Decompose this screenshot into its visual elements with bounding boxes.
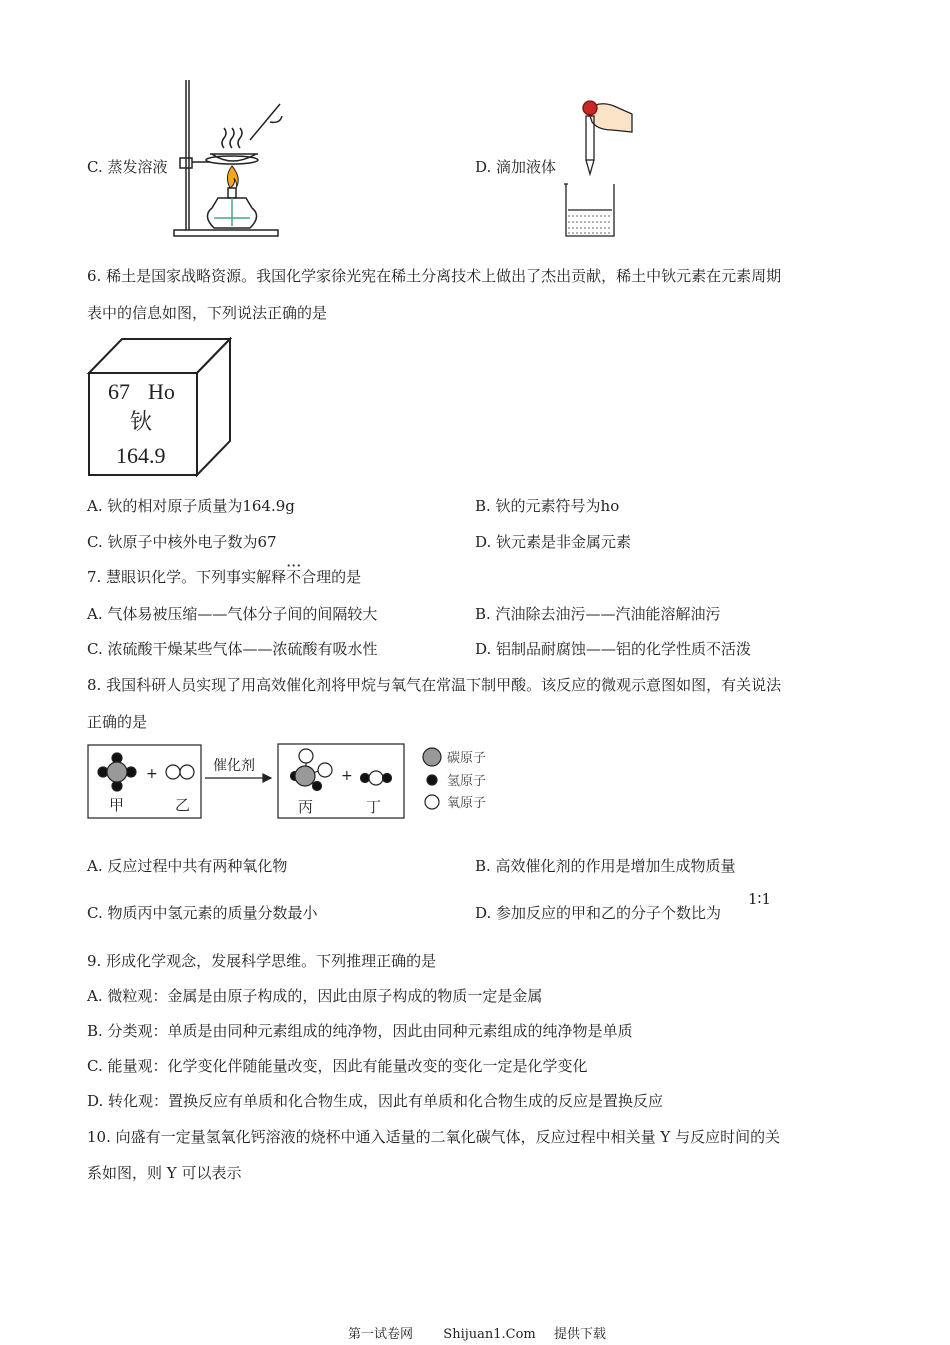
- q6-option-a: A. 钬的相对原子质量为164.9g: [87, 497, 295, 515]
- element-tile-holmium: [86, 335, 236, 480]
- element-atomic-number: 67: [108, 379, 130, 404]
- q7-option-a: A. 气体易被压缩——气体分子间的间隔较大: [87, 605, 378, 623]
- footer: [348, 1325, 606, 1345]
- dropper-apparatus-illustration: [558, 96, 638, 241]
- footer-site-cn: 第一试卷网: [348, 1327, 414, 1342]
- q7-stem: [87, 567, 361, 587]
- q10-stem-line1: 10. 向盛有一定量氢氧化钙溶液的烧杯中通入适量的二氧化碳气体，反应过程中相关量 Y 与反应时间的关: [87, 1128, 781, 1146]
- reaction-micro-diagram: [87, 740, 507, 822]
- q8-stem-line1: 8. 我国科研人员实现了用高效催化剂将甲烷与氧气在常温下制甲酸。该反应的微观示意图如图，有关说法: [87, 676, 782, 694]
- label-jia: 甲: [109, 796, 125, 814]
- q5-option-c: C. 蒸发溶液: [87, 158, 168, 176]
- q9-stem: 9. 形成化学观念，发展科学思维。下列推理正确的是: [87, 952, 437, 970]
- q6-stem-line1: 6. 稀土是国家战略资源。我国化学家徐光宪在稀土分离技术上做出了杰出贡献，稀土中钬元素在元素周期: [87, 267, 782, 285]
- q7-stem-pre: 7. 慧眼识化学。下列事实解释: [87, 568, 287, 586]
- legend-carbon: 碳原子: [447, 751, 487, 766]
- q8-option-b: B. 高效催化剂的作用是增加生成物质量: [475, 857, 736, 875]
- legend-oxygen: 氧原子: [447, 796, 487, 811]
- label-bing: 丙: [298, 798, 314, 816]
- label-ding: 丁: [366, 798, 382, 816]
- q6-option-d: D. 钬元素是非金属元素: [475, 533, 632, 551]
- element-name: 钬: [130, 410, 153, 435]
- q6-option-c: C. 钬原子中核外电子数为67: [87, 533, 277, 551]
- q7-option-c: C. 浓硫酸干燥某些气体——浓硫酸有吸水性: [87, 640, 378, 658]
- legend-hydrogen: 氢原子: [447, 774, 487, 789]
- element-atomic-mass: 164.9: [116, 443, 166, 468]
- q7-option-b: B. 汽油除去油污——汽油能溶解油污: [475, 605, 721, 623]
- q7-option-d: D. 铝制品耐腐蚀——铝的化学性质不活泼: [475, 640, 752, 658]
- q8-option-a: A. 反应过程中共有两种氧化物: [87, 857, 288, 875]
- q9-option-d: D. 转化观：置换反应有单质和化合物生成，因此有单质和化合物生成的反应是置换反应: [87, 1092, 664, 1110]
- footer-download: 提供下载: [554, 1327, 607, 1342]
- catalyst-label: 催化剂: [213, 758, 255, 774]
- q10-stem-line2: 系如图，则 Y 可以表示: [87, 1164, 242, 1182]
- q8-stem-line2: 正确的是: [87, 713, 148, 731]
- element-symbol: Ho: [148, 379, 175, 404]
- q8-option-d: D. 参加反应的甲和乙的分子个数比为: [475, 904, 722, 922]
- q9-option-a: A. 微粒观：金属是由原子构成的，因此由原子构成的物质一定是金属: [87, 987, 543, 1005]
- label-yi: 乙: [175, 796, 191, 814]
- footer-site-en[interactable]: Shijuan1.Com: [443, 1327, 536, 1342]
- q9-option-b: B. 分类观：单质是由同种元素组成的纯净物，因此由同种元素组成的纯净物是单质: [87, 1022, 633, 1040]
- q6-stem-line2: 表中的信息如图，下列说法正确的是: [87, 304, 328, 322]
- product-plus-sign: +: [341, 768, 353, 784]
- q7-stem-post: 的是: [331, 568, 362, 586]
- q6-option-b: B. 钬的元素符号为ho: [475, 497, 620, 515]
- reactant-plus-sign: +: [146, 766, 158, 782]
- q8-option-c: C. 物质丙中氢元素的质量分数最小: [87, 904, 318, 922]
- evaporation-apparatus-illustration: [170, 76, 290, 241]
- q7-stem-emphasis: ··· 不合理: [286, 568, 331, 586]
- q9-option-c: C. 能量观：化学变化伴随能量改变，因此有能量改变的变化一定是化学变化: [87, 1057, 588, 1075]
- q8-option-d-ratio: 1∶1: [748, 890, 771, 908]
- q5-option-d: D. 滴加液体: [475, 158, 557, 176]
